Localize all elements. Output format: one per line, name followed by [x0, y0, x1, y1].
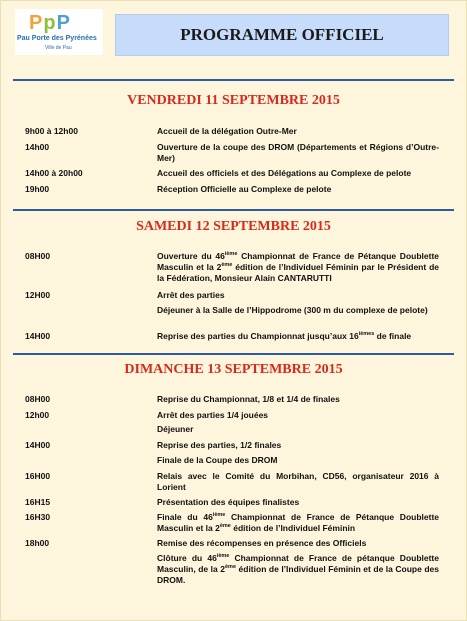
row-time: 14H00: [25, 440, 51, 450]
row-text: Accueil des officiels et des Délégations au Complexe de pelote: [157, 168, 412, 178]
row-text: Arrêt des parties: [157, 290, 225, 300]
row-text-sup: ième: [212, 512, 226, 519]
divider: [13, 209, 454, 211]
row-text-sup: ièmes: [358, 331, 375, 338]
row-text-part: Championnat de France de pétanque Doublette Masculin, de la 2: [157, 553, 439, 574]
row-time: 16H15: [25, 497, 51, 507]
day-title-saturday: SAMEDI 12 SEPTEMBRE 2015: [136, 219, 331, 234]
row-text-part: édition de l’Individuel Féminin et de la Coupe des DROM.: [157, 564, 439, 585]
row-time: 14h00: [25, 142, 50, 152]
day-title-friday: VENDREDI 11 SEPTEMBRE 2015: [127, 93, 340, 108]
row-text-part: Ouverture du 46: [157, 251, 225, 261]
row-time: 16H00: [25, 471, 51, 481]
row-time: 9h00 à 12h00: [25, 126, 78, 136]
row-text: Déjeuner: [157, 424, 194, 434]
row-text-sup: ième: [216, 553, 230, 560]
row-text: Réception Officielle au Complexe de pelote: [157, 184, 332, 194]
row-text: Remise des récompenses en présence des Officiels: [157, 538, 367, 548]
row-text: Accueil de la délégation Outre-Mer: [157, 126, 297, 136]
row-time: 14h00 à 20h00: [25, 168, 83, 178]
row-text: Reprise des parties, 1/2 finales: [157, 440, 282, 450]
page-title: PROGRAMME OFFICIEL: [180, 25, 384, 44]
logo: [15, 9, 103, 55]
row-text: Finale de la Coupe des DROM: [157, 455, 278, 465]
header: [1, 1, 466, 69]
row-text: Relais avec le Comité du Morbihan, CD56, organisateur 2016 à Lorient: [157, 471, 439, 492]
row-text: Reprise du Championnat, 1/8 et 1/4 de finales: [157, 394, 340, 404]
row-text-sup: ème: [225, 564, 237, 571]
logo-letters: PpP: [29, 12, 71, 34]
row-time: 12H00: [25, 290, 51, 300]
divider: [13, 79, 454, 81]
row-text-part: de finale: [374, 331, 412, 341]
row-text-part: Championnat de France de Pétanque Doublette Masculin et la 2: [157, 512, 439, 533]
row-text-part: édition de l’Individuel Féminin par le Président de la Fédération, Monsieur Alain CANTARUTTI: [157, 262, 439, 283]
row-time: 16H30: [25, 512, 51, 522]
row-text-part: Reprise des parties du Championnat jusqu’aux 16: [157, 331, 359, 341]
row-text-sup: ème: [219, 523, 231, 530]
row-time: 08H00: [25, 251, 51, 261]
day-title-sunday: DIMANCHE 13 SEPTEMBRE 2015: [124, 362, 343, 377]
row-text: [157, 331, 439, 342]
row-text: [157, 512, 439, 534]
row-text-sup: ième: [224, 251, 238, 258]
row-time: 18h00: [25, 538, 50, 548]
row-text: Présentation des équipes finalistes: [157, 497, 300, 507]
row-text-sup: ème: [221, 262, 233, 269]
row-text: [157, 553, 439, 586]
row-text: Arrêt des parties 1/4 jouées: [157, 410, 269, 420]
row-text: Déjeuner à la Salle de l’Hippodrome (300 m du complexe de pelote): [157, 305, 428, 315]
row-text-part: édition de l’Individuel Féminin: [230, 523, 356, 533]
row-time: 19h00: [25, 184, 50, 194]
divider: [13, 353, 454, 355]
row-time: 08H00: [25, 394, 51, 404]
row-text-part: Championnat de France de Pétanque Doublette Masculin et la 2: [157, 251, 439, 272]
row-time: 14H00: [25, 331, 51, 341]
logo-line2: Ville de Pau: [45, 45, 72, 51]
row-text: Ouverture de la coupe des DROM (Départements et Régions d’Outre-Mer): [157, 142, 439, 163]
row-text-part: Clôture du 46: [157, 553, 217, 563]
row-text-part: Finale du 46: [157, 512, 213, 522]
title-box: [115, 14, 449, 56]
row-text: [157, 251, 439, 284]
row-time: 12h00: [25, 410, 50, 420]
logo-line1: Pau Porte des Pyrénées: [17, 35, 97, 42]
